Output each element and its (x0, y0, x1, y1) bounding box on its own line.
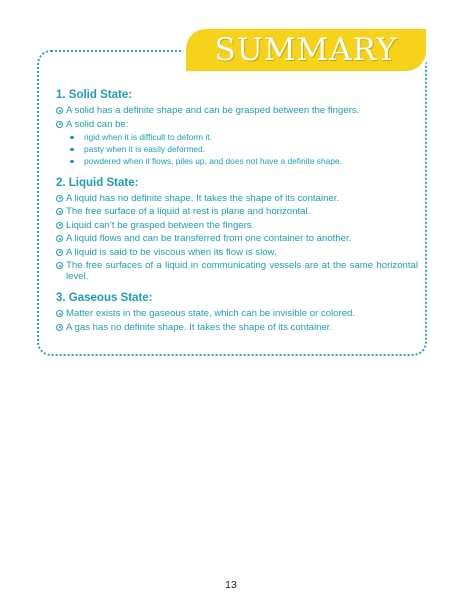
bullet-dot-icon (70, 136, 74, 140)
list-item (56, 247, 418, 258)
section-heading-liquid: 2. Liquid State: (56, 176, 139, 189)
bullet-target-icon (56, 310, 63, 317)
bullet-target-icon (56, 222, 63, 229)
banner-title: SUMMARY (214, 31, 398, 68)
bullet-target-icon (56, 195, 63, 202)
list-item (56, 119, 418, 130)
list-item (56, 233, 418, 244)
list-item-text: A solid has a definite shape and can be grasped between the fingers. (66, 105, 360, 116)
list-item-text: The free surfaces of a liquid in communicating vessels are at the same horizontal level. (66, 260, 418, 282)
summary-banner (186, 29, 426, 71)
list-item-text: A gas has no definite shape. It takes the shape of its container. (66, 321, 333, 333)
list-item (56, 260, 418, 282)
bullet-target-icon (56, 262, 63, 269)
list-item-text: The free surface of a liquid at rest is plane and horizontal. (66, 206, 311, 217)
bullet-target-icon (56, 249, 63, 256)
list-item (56, 308, 418, 319)
sub-list-item-text: rigid when it is difficult to deform it. (84, 132, 212, 142)
bullet-target-icon (56, 121, 63, 128)
bullet-target-icon (56, 208, 63, 215)
page-number: 13 (225, 579, 237, 591)
list-item (56, 322, 418, 333)
bullet-target-icon (56, 235, 63, 242)
sub-list-item-text: pasty when it is easily deformed. (84, 144, 206, 154)
list-item-text: Matter exists in the gaseous state, which can be invisible or colored. (66, 308, 356, 319)
list-item (56, 206, 418, 217)
sub-list-item (56, 144, 418, 155)
summary-content (56, 88, 418, 335)
list-item-text: A solid can be: (66, 118, 129, 130)
section-heading-gaseous: 3. Gaseous State: (56, 292, 153, 304)
list-item (56, 193, 418, 204)
list-item-text: Liquid can’t be grasped between the fingers. (66, 219, 255, 231)
bullet-target-icon (56, 324, 63, 331)
list-item-text: A liquid has no definite shape. It takes the shape of its container. (66, 192, 340, 204)
section-heading-solid: 1. Solid State: (56, 89, 133, 101)
sub-list-item-text: powdered when it flows, piles up, and does not have a definite shape. (84, 156, 342, 166)
list-item (56, 220, 418, 231)
sub-list-item (56, 156, 418, 167)
list-item-text: A liquid flows and can be transferred from one container to another. (66, 233, 352, 244)
bullet-dot-icon (70, 148, 74, 152)
list-item-text: A liquid is said to be viscous when its flow is slow. (66, 246, 277, 258)
bullet-dot-icon (70, 160, 74, 164)
sub-list-item (56, 132, 418, 143)
bullet-target-icon (56, 107, 63, 114)
list-item (56, 105, 418, 116)
